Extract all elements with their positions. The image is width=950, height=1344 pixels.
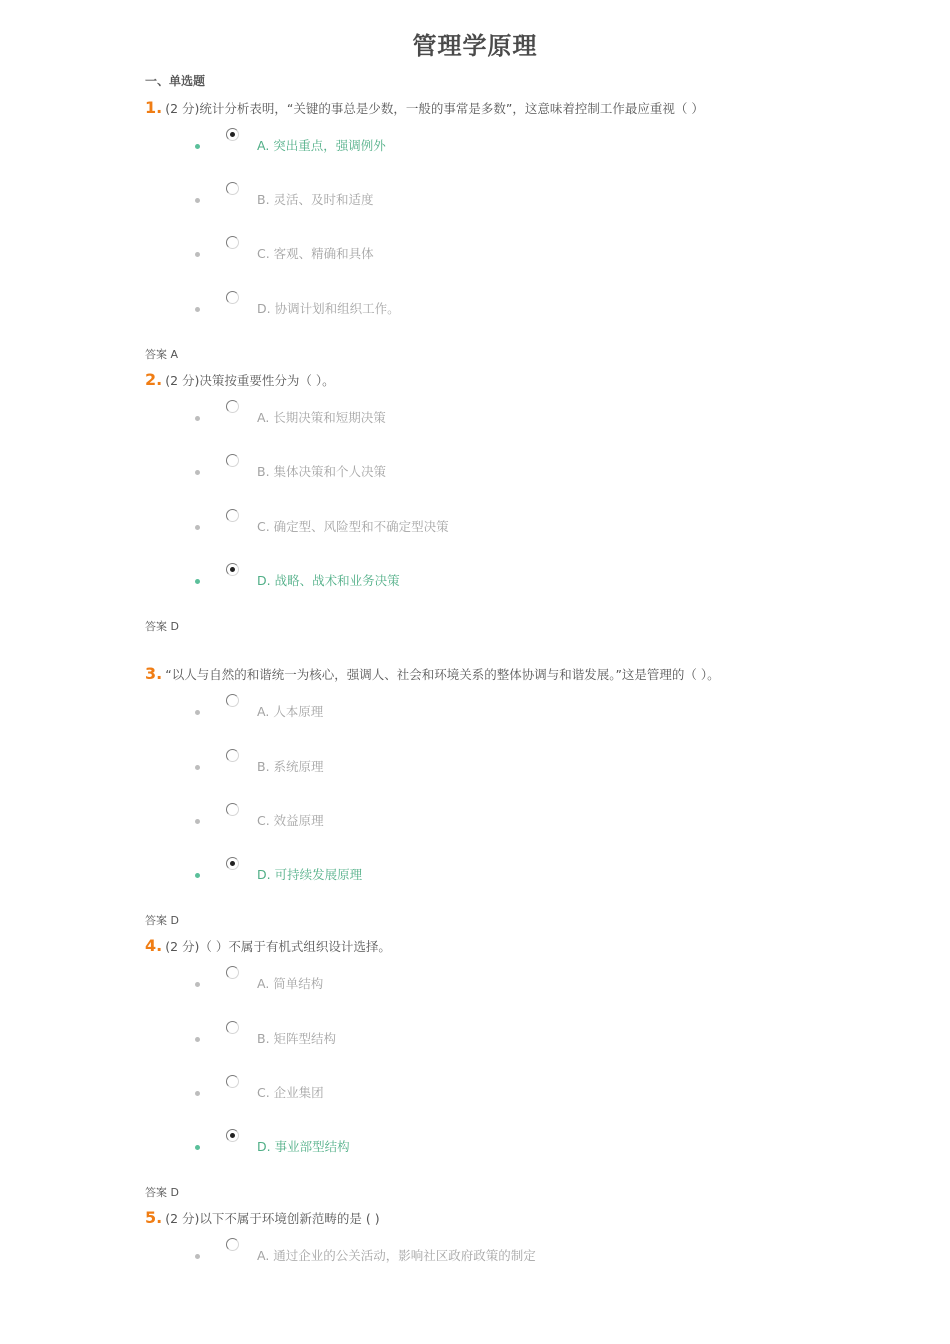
bullet-icon	[195, 416, 200, 421]
option-label: B. 集体决策和个人决策	[257, 464, 387, 479]
option-label: A. 长期决策和短期决策	[257, 410, 386, 425]
option-label: D. 可持续发展原理	[257, 867, 363, 882]
option-label: B. 系统原理	[257, 759, 324, 774]
option-label: D. 事业部型结构	[257, 1139, 350, 1154]
bullet-icon	[195, 982, 200, 987]
radio-button[interactable]	[226, 400, 239, 413]
question-number: 5.	[145, 1208, 163, 1227]
bullet-icon	[195, 873, 200, 878]
option-1c[interactable]	[0, 244, 950, 268]
radio-button[interactable]	[226, 1238, 239, 1251]
option-2a[interactable]	[0, 408, 950, 432]
option-3c[interactable]	[0, 811, 950, 835]
question-number: 2.	[145, 370, 163, 389]
radio-dot-icon	[230, 132, 235, 137]
option-2d[interactable]	[0, 571, 950, 595]
bullet-icon	[195, 252, 200, 257]
question-4	[145, 936, 391, 955]
radio-dot-icon	[230, 1133, 235, 1138]
answer-2: 答案 D	[145, 620, 179, 633]
question-text: (2 分)以下不属于环境创新范畴的是 ( )	[165, 1211, 380, 1226]
option-label: B. 矩阵型结构	[257, 1031, 337, 1046]
bullet-icon	[195, 1145, 200, 1150]
option-4d[interactable]	[0, 1137, 950, 1161]
bullet-icon	[195, 710, 200, 715]
option-label: C. 客观、精确和具体	[257, 246, 374, 261]
option-3b[interactable]	[0, 757, 950, 781]
option-label: A. 人本原理	[257, 704, 324, 719]
radio-button[interactable]	[226, 694, 239, 707]
question-3	[145, 664, 720, 683]
option-label: C. 效益原理	[257, 813, 324, 828]
answer-4: 答案 D	[145, 1186, 179, 1199]
answer-1: 答案 A	[145, 348, 179, 361]
question-number: 3.	[145, 664, 163, 683]
question-number: 4.	[145, 936, 163, 955]
option-3a[interactable]	[0, 702, 950, 726]
radio-button-selected[interactable]	[226, 563, 239, 576]
option-4b[interactable]	[0, 1029, 950, 1053]
option-label: D. 战略、战术和业务决策	[257, 573, 400, 588]
question-1	[145, 98, 704, 117]
option-label: D. 协调计划和组织工作。	[257, 301, 400, 316]
option-3d[interactable]	[0, 865, 950, 889]
option-5a[interactable]	[0, 1246, 950, 1270]
option-label: B. 灵活、及时和适度	[257, 192, 374, 207]
page-title: 管理学原理	[412, 32, 538, 60]
bullet-icon	[195, 198, 200, 203]
option-label: A. 通过企业的公关活动，影响社区政府政策的制定	[257, 1248, 536, 1263]
option-1b[interactable]	[0, 190, 950, 214]
radio-button[interactable]	[226, 291, 239, 304]
option-4a[interactable]	[0, 974, 950, 998]
bullet-icon	[195, 765, 200, 770]
bullet-icon	[195, 1091, 200, 1096]
option-label: C. 企业集团	[257, 1085, 324, 1100]
question-number: 1.	[145, 98, 163, 117]
bullet-icon	[195, 470, 200, 475]
bullet-icon	[195, 525, 200, 530]
question-2	[145, 370, 335, 389]
option-label: A. 突出重点，强调例外	[257, 138, 386, 153]
bullet-icon	[195, 144, 200, 149]
radio-button[interactable]	[226, 966, 239, 979]
option-1a[interactable]	[0, 136, 950, 160]
option-label: C. 确定型、风险型和不确定型决策	[257, 519, 449, 534]
radio-button-selected[interactable]	[226, 857, 239, 870]
radio-button[interactable]	[226, 182, 239, 195]
section-heading: 一、单选题	[145, 74, 206, 88]
radio-button-selected[interactable]	[226, 1129, 239, 1142]
bullet-icon	[195, 307, 200, 312]
radio-button[interactable]	[226, 1075, 239, 1088]
radio-button[interactable]	[226, 749, 239, 762]
radio-button[interactable]	[226, 454, 239, 467]
bullet-icon	[195, 1254, 200, 1259]
bullet-icon	[195, 819, 200, 824]
option-label: A. 简单结构	[257, 976, 324, 991]
option-4c[interactable]	[0, 1083, 950, 1107]
question-text: (2 分)（ ）不属于有机式组织设计选择。	[165, 939, 391, 954]
option-2c[interactable]	[0, 517, 950, 541]
option-2b[interactable]	[0, 462, 950, 486]
radio-button-selected[interactable]	[226, 128, 239, 141]
radio-dot-icon	[230, 567, 235, 572]
radio-button[interactable]	[226, 236, 239, 249]
radio-dot-icon	[230, 861, 235, 866]
question-text: (2 分)决策按重要性分为（ ）。	[165, 373, 335, 388]
question-5	[145, 1208, 380, 1227]
radio-button[interactable]	[226, 1021, 239, 1034]
answer-3: 答案 D	[145, 914, 179, 927]
question-text: “以人与自然的和谐统一为核心，强调人、社会和环境关系的整体协调与和谐发展。”这是管理的（ ）。	[165, 667, 720, 682]
bullet-icon	[195, 1037, 200, 1042]
option-1d[interactable]	[0, 299, 950, 323]
radio-button[interactable]	[226, 509, 239, 522]
question-text: (2 分)统计分析表明，“关键的事总是少数，一般的事常是多数”，这意味着控制工作最应重视（ ）	[165, 101, 704, 116]
bullet-icon	[195, 579, 200, 584]
radio-button[interactable]	[226, 803, 239, 816]
